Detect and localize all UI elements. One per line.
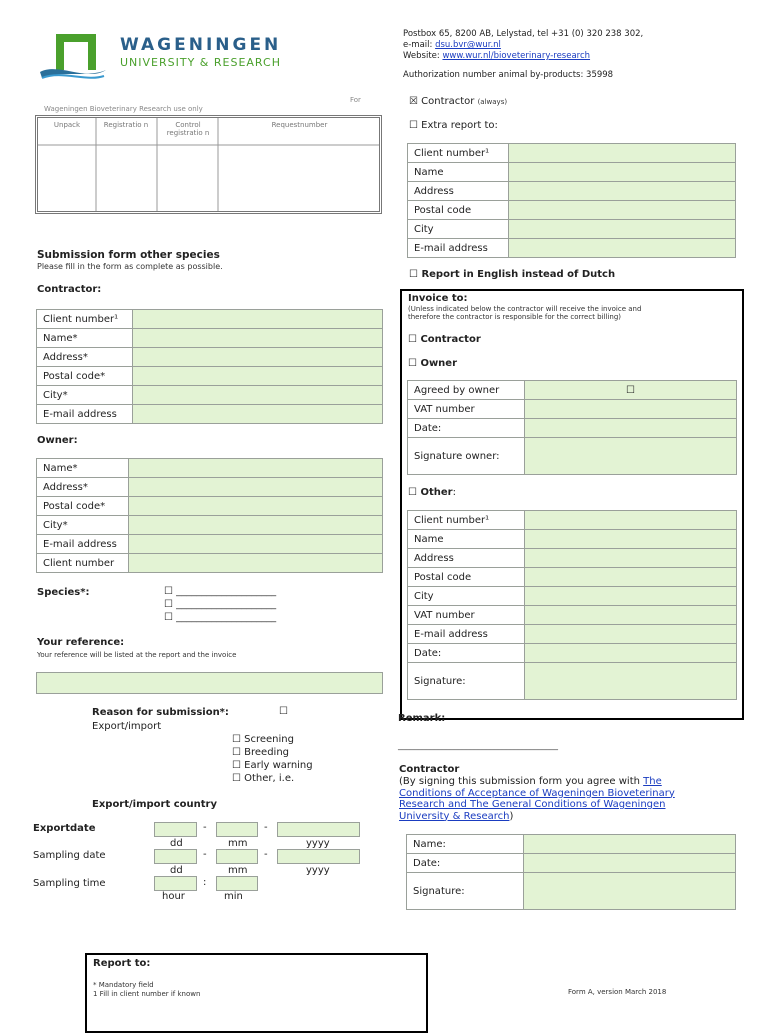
website-line bbox=[403, 51, 643, 62]
invoice-owner-table bbox=[407, 380, 737, 475]
owner-vat-field[interactable] bbox=[525, 400, 737, 419]
field-label: Postal code bbox=[408, 201, 509, 220]
field-label: Client number¹ bbox=[408, 144, 509, 163]
species-option[interactable]: ☐ ____________________ bbox=[164, 612, 277, 623]
yyyy-label: yyyy bbox=[306, 838, 330, 849]
table-row bbox=[407, 873, 736, 910]
sampling-time-label: Sampling time bbox=[33, 878, 106, 889]
table-row bbox=[408, 644, 737, 663]
field-label: Client number¹ bbox=[37, 310, 133, 329]
table-row bbox=[408, 438, 737, 475]
owner-email-field[interactable] bbox=[129, 535, 383, 554]
other-name-field[interactable] bbox=[525, 530, 737, 549]
contractor-postal-code-field[interactable] bbox=[133, 367, 383, 386]
table-row bbox=[37, 478, 383, 497]
email-link[interactable]: dsu.bvr@wur.nl bbox=[435, 40, 501, 50]
field-label: E-mail address bbox=[37, 535, 129, 554]
field-label: Name bbox=[408, 530, 525, 549]
field-label: City bbox=[408, 220, 509, 239]
field-label: VAT number bbox=[408, 606, 525, 625]
other-postal-code-field[interactable] bbox=[525, 568, 737, 587]
website-link[interactable]: www.wur.nl/bioveterinary-research bbox=[442, 51, 591, 61]
email-line bbox=[403, 40, 643, 51]
table-row bbox=[408, 163, 736, 182]
reason-screening[interactable]: ☐ Screening bbox=[232, 734, 294, 745]
table-row bbox=[408, 419, 737, 438]
field-label: Agreed by owner bbox=[408, 381, 525, 400]
invoice-note: (Unless indicated below the contractor will receive the invoice and bbox=[408, 305, 642, 313]
field-label: City bbox=[408, 587, 525, 606]
table-row bbox=[408, 549, 737, 568]
table-row bbox=[407, 854, 736, 873]
table-row bbox=[407, 835, 736, 854]
field-label: Address bbox=[408, 182, 509, 201]
other-colon: : bbox=[452, 487, 456, 498]
table-row bbox=[408, 220, 736, 239]
reason-export-import: Export/import bbox=[92, 721, 162, 732]
field-label: E-mail address bbox=[408, 625, 525, 644]
field-label: Date: bbox=[408, 419, 525, 438]
table-row bbox=[408, 606, 737, 625]
other-city-field[interactable] bbox=[525, 587, 737, 606]
report-to-label: Report to: bbox=[93, 958, 151, 969]
owner-signature-field[interactable] bbox=[525, 438, 737, 475]
min-label: min bbox=[224, 891, 243, 902]
table-row bbox=[37, 535, 383, 554]
owner-postal-code-field[interactable] bbox=[129, 497, 383, 516]
table-row bbox=[408, 239, 736, 258]
extra-report-table bbox=[407, 143, 736, 258]
wur-logo-icon bbox=[38, 30, 108, 84]
table-row bbox=[37, 516, 383, 535]
field-label: Signature owner: bbox=[408, 438, 525, 475]
owner-city-field[interactable] bbox=[129, 516, 383, 535]
dash: - bbox=[203, 822, 207, 833]
owner-name-field[interactable] bbox=[129, 459, 383, 478]
exportdate-dd[interactable] bbox=[154, 822, 197, 837]
logo bbox=[38, 30, 318, 85]
extra-address-field[interactable] bbox=[509, 182, 736, 201]
field-label: Name* bbox=[37, 459, 129, 478]
grid-header-unpack: Unpack bbox=[53, 121, 81, 129]
table-row bbox=[408, 400, 737, 419]
internal-title: Wageningen Bioveterinary Research use only bbox=[44, 105, 203, 113]
owner-table bbox=[36, 458, 383, 573]
agreement-signature-field[interactable] bbox=[524, 873, 736, 910]
extra-city-field[interactable] bbox=[509, 220, 736, 239]
table-row bbox=[408, 587, 737, 606]
table-row bbox=[37, 459, 383, 478]
field-label: City* bbox=[37, 516, 129, 535]
table-row bbox=[37, 386, 383, 405]
mm-label: mm bbox=[228, 838, 248, 849]
contractor-email-field[interactable] bbox=[133, 405, 383, 424]
owner-address-field[interactable] bbox=[129, 478, 383, 497]
other-email-field[interactable] bbox=[525, 625, 737, 644]
contractor-client-number-field[interactable] bbox=[133, 310, 383, 329]
reference-label: Your reference: bbox=[37, 637, 125, 648]
hour-label: hour bbox=[162, 891, 185, 902]
reason-label: Reason for submission*: bbox=[92, 707, 229, 718]
form-version: Form A, version March 2018 bbox=[568, 988, 667, 996]
species-option[interactable]: ☐ ____________________ bbox=[164, 586, 277, 597]
exportdate-yyyy[interactable] bbox=[277, 822, 360, 837]
invoice-owner-checkbox[interactable]: ☐ Owner bbox=[408, 358, 458, 369]
table-row bbox=[408, 201, 736, 220]
field-label: Postal code* bbox=[37, 497, 129, 516]
agreement-close: ) bbox=[509, 810, 514, 822]
address-block bbox=[403, 29, 643, 81]
field-label: Signature: bbox=[407, 873, 524, 910]
logo-line1: WAGENINGEN bbox=[120, 35, 282, 55]
other-client-number-field[interactable] bbox=[525, 511, 737, 530]
agreement-date-field[interactable] bbox=[524, 854, 736, 873]
exportdate-label: Exportdate bbox=[33, 823, 96, 834]
field-label: Name bbox=[408, 163, 509, 182]
client-number-note: 1 Fill in client number if known bbox=[93, 990, 201, 998]
contractor-table bbox=[36, 309, 383, 424]
field-label: Address bbox=[408, 549, 525, 568]
form-title: Submission form other species bbox=[37, 249, 220, 261]
reason-breeding[interactable]: ☐ Breeding bbox=[232, 747, 290, 758]
invoice-other-table bbox=[407, 510, 737, 700]
contractor-name-field[interactable] bbox=[133, 329, 383, 348]
mm-label: mm bbox=[228, 865, 248, 876]
remark-line[interactable]: ________________________________________ bbox=[398, 741, 558, 750]
grid-header-control: Control registratio n bbox=[166, 121, 210, 137]
sampling-date-label: Sampling date bbox=[33, 850, 106, 861]
table-row bbox=[37, 497, 383, 516]
agreed-by-owner-checkbox[interactable]: ☐ bbox=[525, 381, 737, 400]
field-label: Signature: bbox=[408, 663, 525, 700]
invoice-note: therefore the contractor is responsible for the correct billing) bbox=[408, 313, 621, 321]
reason-other[interactable]: ☐ Other, i.e. bbox=[232, 773, 295, 784]
species-label: Species*: bbox=[37, 587, 90, 598]
invoice-box bbox=[400, 289, 744, 720]
table-row bbox=[37, 405, 383, 424]
sampling-date-dd[interactable] bbox=[154, 849, 197, 864]
dd-label: dd bbox=[170, 865, 183, 876]
field-label: E-mail address bbox=[37, 405, 133, 424]
email-label: e-mail: bbox=[403, 40, 436, 50]
agreement-intro: (By signing this submission form you agree with bbox=[399, 776, 644, 787]
remark-label: Remark: bbox=[398, 713, 446, 724]
reference-note: Your reference will be listed at the report and the invoice bbox=[37, 651, 237, 659]
agreement-table bbox=[406, 834, 736, 910]
invoice-contractor-checkbox[interactable]: ☐ Contractor bbox=[408, 334, 481, 345]
grid-header-registration: Registratio n bbox=[103, 121, 149, 129]
extra-report-checkbox[interactable]: ☐ Extra report to: bbox=[409, 120, 498, 131]
table-row bbox=[408, 663, 737, 700]
invoice-other-row bbox=[408, 487, 456, 498]
owner-heading: Owner: bbox=[37, 435, 78, 446]
grid-header-requestnumber: Requestnumber bbox=[271, 121, 328, 129]
other-date-field[interactable] bbox=[525, 644, 737, 663]
field-label: Address* bbox=[37, 478, 129, 497]
field-label: Postal code* bbox=[37, 367, 133, 386]
species-option[interactable]: ☐ ____________________ bbox=[164, 599, 277, 610]
reference-input[interactable] bbox=[36, 672, 383, 694]
contractor-always-check bbox=[409, 96, 507, 107]
table-row bbox=[408, 144, 736, 163]
table-row bbox=[408, 182, 736, 201]
other-address-field[interactable] bbox=[525, 549, 737, 568]
table-row bbox=[408, 568, 737, 587]
english-report-checkbox[interactable]: ☐ Report in English instead of Dutch bbox=[409, 269, 616, 280]
extra-email-field[interactable] bbox=[509, 239, 736, 258]
table-row bbox=[408, 625, 737, 644]
table-row bbox=[37, 367, 383, 386]
contractor-heading: Contractor: bbox=[37, 284, 102, 295]
field-label: Name* bbox=[37, 329, 133, 348]
dd-label: dd bbox=[170, 838, 183, 849]
reason-early-warning[interactable]: ☐ Early warning bbox=[232, 760, 313, 771]
website-label: Website: bbox=[403, 51, 443, 61]
authorization-number: Authorization number animal by-products: 35998 bbox=[403, 70, 614, 80]
contractor-address-field[interactable] bbox=[133, 348, 383, 367]
other-signature-field[interactable] bbox=[525, 663, 737, 700]
field-label: E-mail address bbox=[408, 239, 509, 258]
owner-client-number-field[interactable] bbox=[129, 554, 383, 573]
extra-name-field[interactable] bbox=[509, 163, 736, 182]
table-row bbox=[408, 530, 737, 549]
sampling-time-hour[interactable] bbox=[154, 876, 197, 891]
contractor-city-field[interactable] bbox=[133, 386, 383, 405]
address-line: Postbox 65, 8200 AB, Lelystad, tel +31 (0) 320 238 302, bbox=[403, 29, 644, 39]
table-row bbox=[408, 511, 737, 530]
agreement-name-field[interactable] bbox=[524, 835, 736, 854]
reason-checkbox[interactable]: ☐ bbox=[279, 706, 288, 717]
field-label: Address* bbox=[37, 348, 133, 367]
always-label: (always) bbox=[477, 98, 508, 106]
field-label: Client number¹ bbox=[408, 511, 525, 530]
yyyy-label: yyyy bbox=[306, 865, 330, 876]
field-label: VAT number bbox=[408, 400, 525, 419]
invoice-other-checkbox[interactable]: ☐ Other bbox=[408, 487, 453, 498]
internal-use-grid bbox=[35, 115, 382, 214]
invoice-title: Invoice to: bbox=[408, 293, 468, 304]
field-label: Client number bbox=[37, 554, 129, 573]
field-label: Date: bbox=[407, 854, 524, 873]
dash: - bbox=[203, 849, 207, 860]
field-label: Postal code bbox=[408, 568, 525, 587]
report-to-box bbox=[85, 953, 428, 1033]
agreement-title: Contractor bbox=[399, 764, 460, 775]
dash: - bbox=[264, 822, 268, 833]
sampling-date-yyyy[interactable] bbox=[277, 849, 360, 864]
field-label: City* bbox=[37, 386, 133, 405]
field-label: Date: bbox=[408, 644, 525, 663]
mandatory-note: * Mandatory field bbox=[93, 981, 154, 989]
table-row bbox=[37, 554, 383, 573]
field-label: Name: bbox=[407, 835, 524, 854]
form-subtitle: Please fill in the form as complete as possible. bbox=[37, 262, 223, 271]
extra-postal-code-field[interactable] bbox=[509, 201, 736, 220]
table-row bbox=[37, 329, 383, 348]
other-vat-field[interactable] bbox=[525, 606, 737, 625]
owner-date-field[interactable] bbox=[525, 419, 737, 438]
agreement-text bbox=[399, 776, 699, 822]
table-row bbox=[408, 381, 737, 400]
country-label: Export/import country bbox=[92, 799, 218, 810]
colon: : bbox=[203, 877, 207, 888]
extra-client-number-field[interactable] bbox=[509, 144, 736, 163]
logo-line2: UNIVERSITY & RESEARCH bbox=[120, 56, 281, 69]
internal-for: For bbox=[350, 96, 361, 104]
sampling-time-min[interactable] bbox=[216, 876, 258, 891]
exportdate-mm[interactable] bbox=[216, 822, 258, 837]
dash: - bbox=[264, 849, 268, 860]
table-row bbox=[37, 310, 383, 329]
contractor-checkbox[interactable]: ☒ Contractor bbox=[409, 96, 475, 107]
sampling-date-mm[interactable] bbox=[216, 849, 258, 864]
table-row bbox=[37, 348, 383, 367]
conditions-link[interactable]: The Conditions of Acceptance of Wageningen Bioveterinary Research and The General Conditions of Wageningen University & Research bbox=[399, 776, 675, 822]
